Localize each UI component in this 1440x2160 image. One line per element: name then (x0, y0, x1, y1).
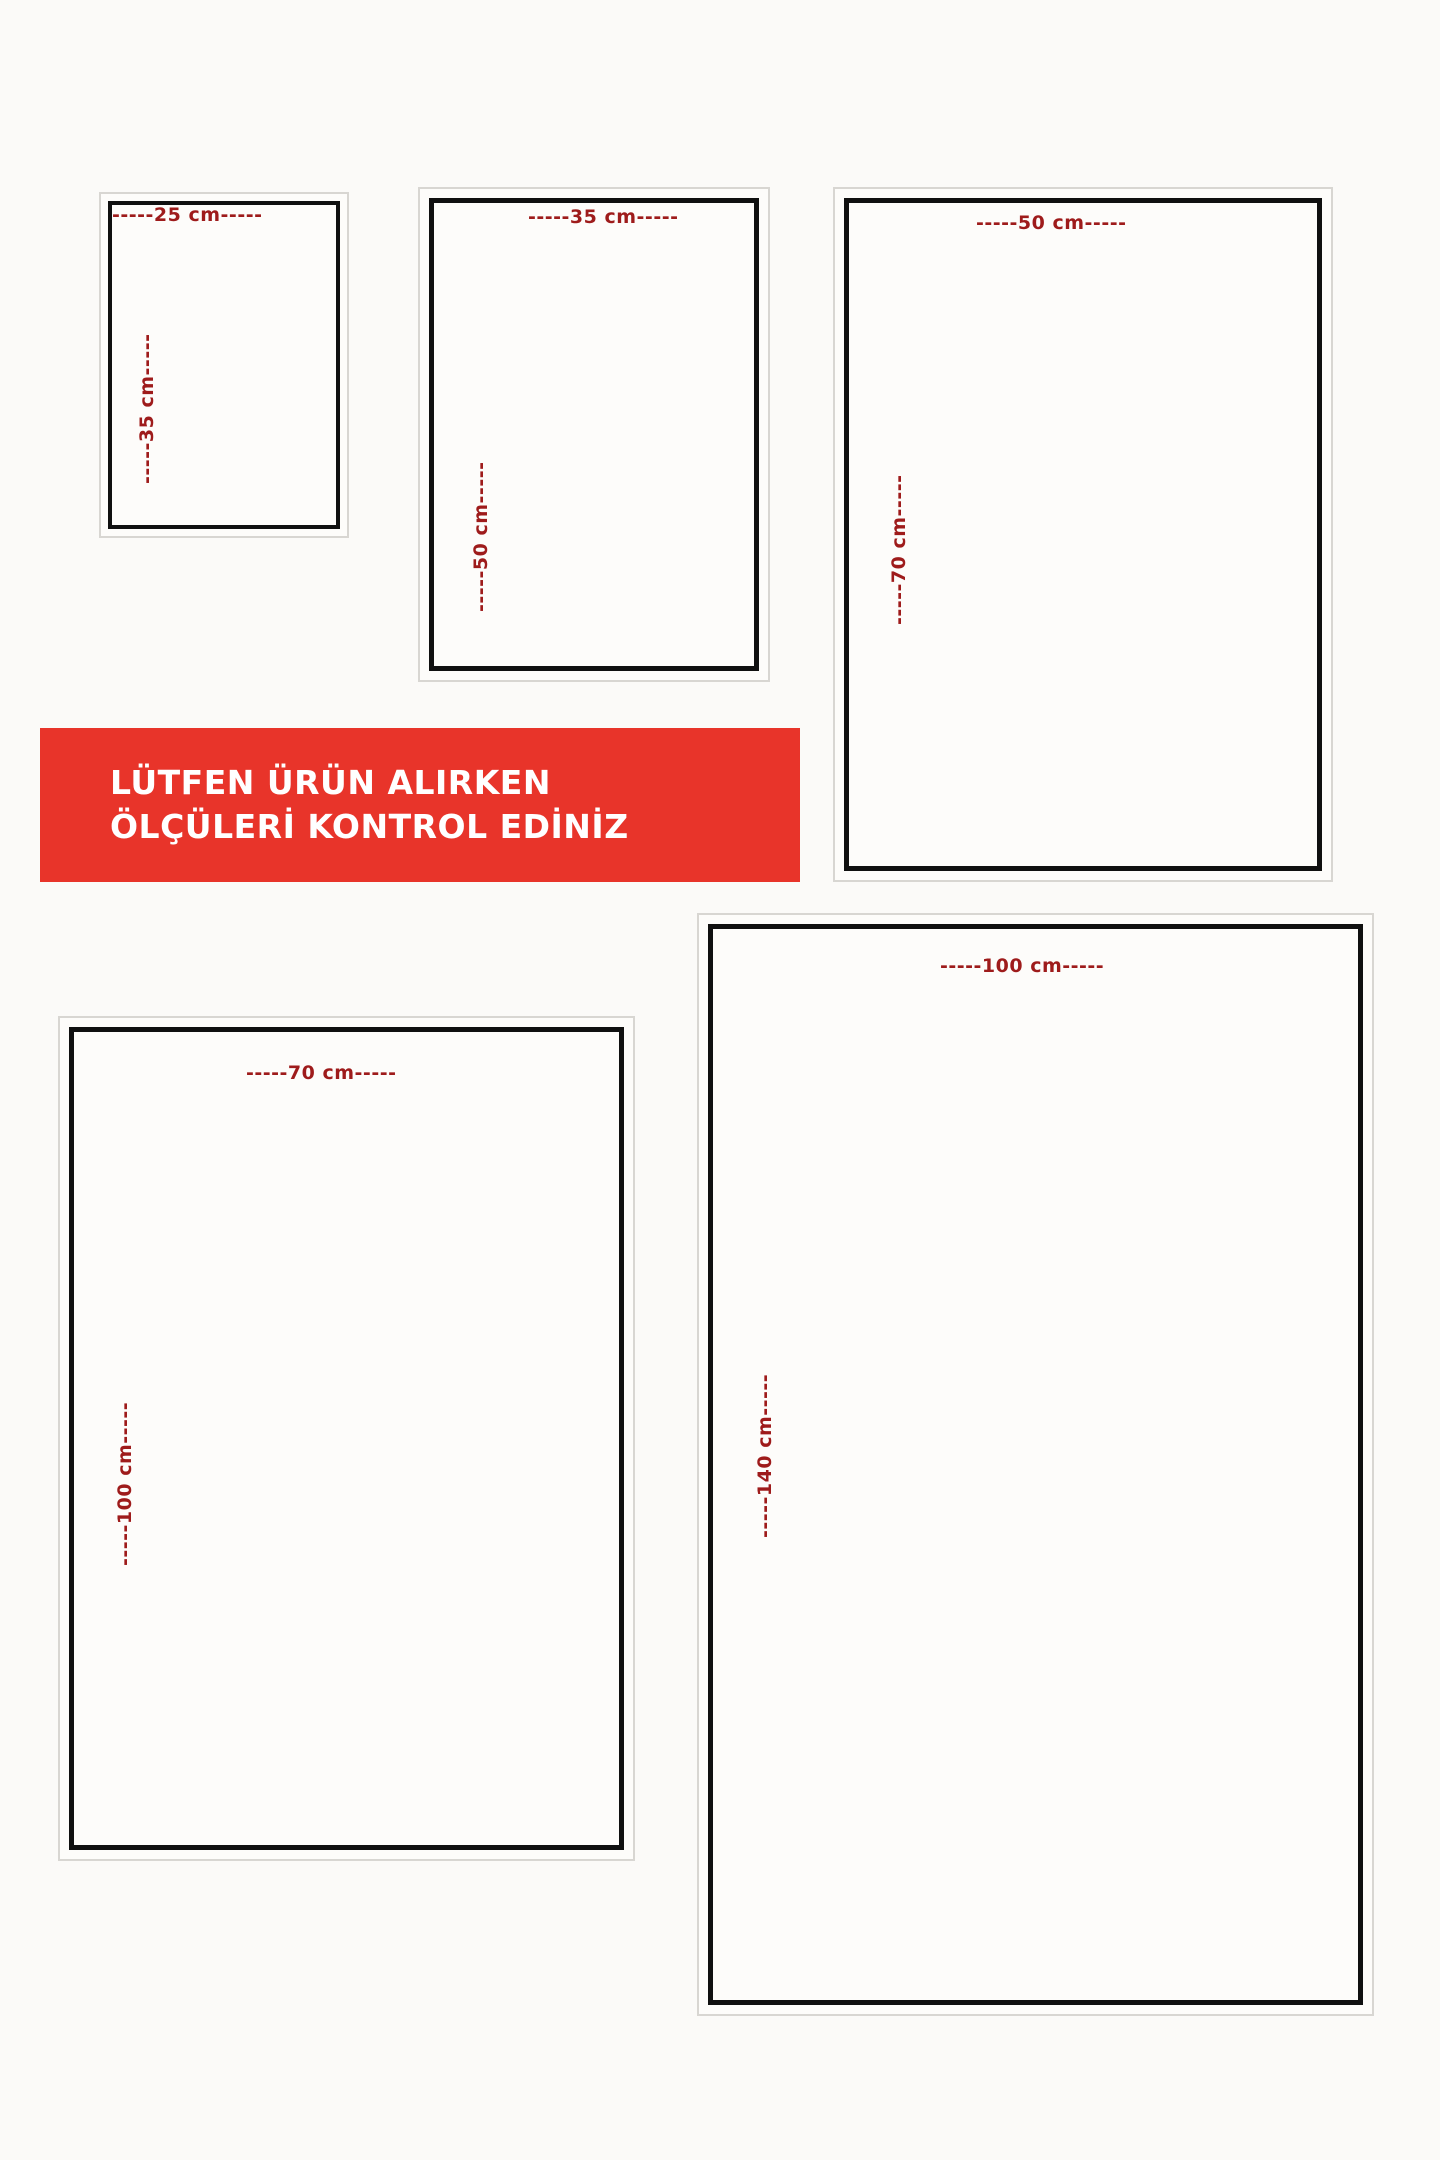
warning-line-2: ÖLÇÜLERİ KONTROL EDİNİZ (110, 807, 629, 846)
dimension-label-height-70: -----70 cm----- (888, 474, 910, 625)
size-frame-inner (708, 924, 1363, 2005)
size-frame-70x100 (58, 1016, 635, 1861)
dimension-label-height-35: -----35 cm----- (136, 333, 158, 484)
warning-line-1: LÜTFEN ÜRÜN ALIRKEN (110, 763, 551, 803)
dimension-label-width-70: -----70 cm----- (246, 1062, 397, 1084)
size-frame-100x140 (697, 913, 1374, 2016)
size-frame-inner (844, 198, 1322, 871)
dimension-label-height-50: -----50 cm----- (470, 461, 492, 612)
size-frame-inner (69, 1027, 624, 1850)
dimension-label-width-35: -----35 cm----- (528, 206, 679, 228)
warning-banner (40, 728, 800, 882)
dimension-label-height-100: -----100 cm----- (114, 1401, 136, 1566)
dimension-label-height-140: -----140 cm----- (754, 1373, 776, 1538)
dimension-label-width-100: -----100 cm----- (940, 955, 1105, 977)
dimension-label-width-25: -----25 cm----- (112, 204, 263, 226)
dimension-label-width-50: -----50 cm----- (976, 212, 1127, 234)
